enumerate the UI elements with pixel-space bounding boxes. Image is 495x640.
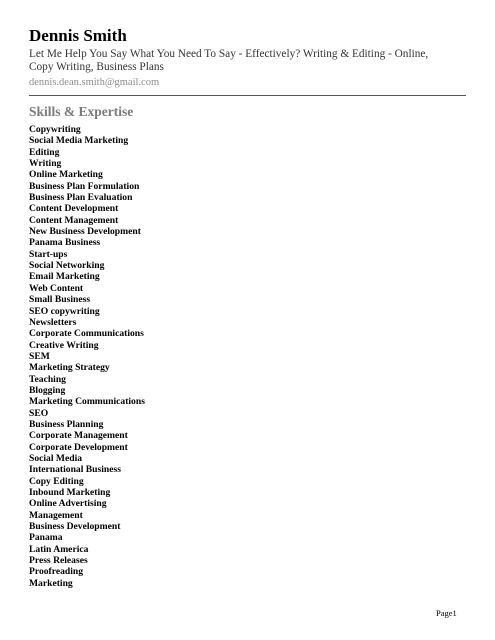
skill-item: Content Development (29, 203, 119, 215)
skill-item: Small Business (29, 294, 91, 306)
skill-item: New Business Development (29, 226, 141, 238)
skill-item: Marketing Strategy (29, 362, 110, 374)
skill-item: Copy Editing (29, 475, 84, 487)
skill-item: Start-ups (29, 248, 68, 260)
skills-list (29, 124, 145, 589)
skills-section-title: Skills & Expertise (29, 104, 134, 119)
skill-item: Blogging (29, 384, 66, 396)
skill-item: SEO copywriting (29, 305, 100, 317)
skill-item: Business Development (29, 521, 121, 533)
page-number: Page1 (436, 608, 457, 618)
skill-item: Inbound Marketing (29, 487, 111, 498)
skill-item: Social Media (29, 452, 83, 464)
skill-item: Press Releases (29, 555, 88, 567)
skill-item: SEO (29, 407, 49, 419)
skill-item: Web Content (29, 282, 84, 294)
skill-item: Social Networking (29, 260, 105, 272)
headline: Let Me Help You Say What You Need To Say - Effectively? Writing & Editing - Online, Copy Writing, Business Plans (29, 48, 429, 73)
skill-item: SEM (29, 350, 50, 362)
skill-item: Corporate Communications (29, 328, 144, 340)
skill-item: Writing (29, 158, 62, 170)
skill-item: Business Plan Evaluation (29, 192, 133, 204)
email-address: dennis.dean.smith@gmail.com (29, 77, 160, 88)
skill-item: Copywriting (29, 124, 81, 135)
skill-item: Social Media Marketing (29, 135, 129, 147)
skill-item: Business Plan Formulation (29, 180, 140, 192)
skill-item: Panama Business (29, 237, 101, 249)
skill-item: Proofreading (29, 566, 84, 578)
skill-item: Corporate Development (29, 441, 128, 453)
skill-item: Creative Writing (29, 339, 99, 351)
skill-item: Newsletters (29, 316, 77, 328)
person-name: Dennis Smith (29, 26, 127, 45)
skill-item: Panama (29, 532, 63, 544)
skill-item: Marketing Communications (29, 396, 145, 408)
skill-item: Marketing (29, 577, 73, 589)
skill-item: Teaching (29, 373, 66, 385)
skill-item: Online Advertising (29, 498, 107, 510)
skill-item: Latin America (29, 543, 89, 555)
skill-item: Editing (29, 146, 60, 158)
header-divider (29, 95, 466, 96)
skill-item: Management (29, 509, 83, 521)
skill-item: Business Planning (29, 418, 104, 430)
skill-item: Online Marketing (29, 169, 103, 181)
skill-item: Content Management (29, 214, 119, 226)
skill-item: International Business (29, 464, 121, 476)
skill-item: Email Marketing (29, 271, 100, 283)
skill-item: Corporate Management (29, 430, 128, 442)
